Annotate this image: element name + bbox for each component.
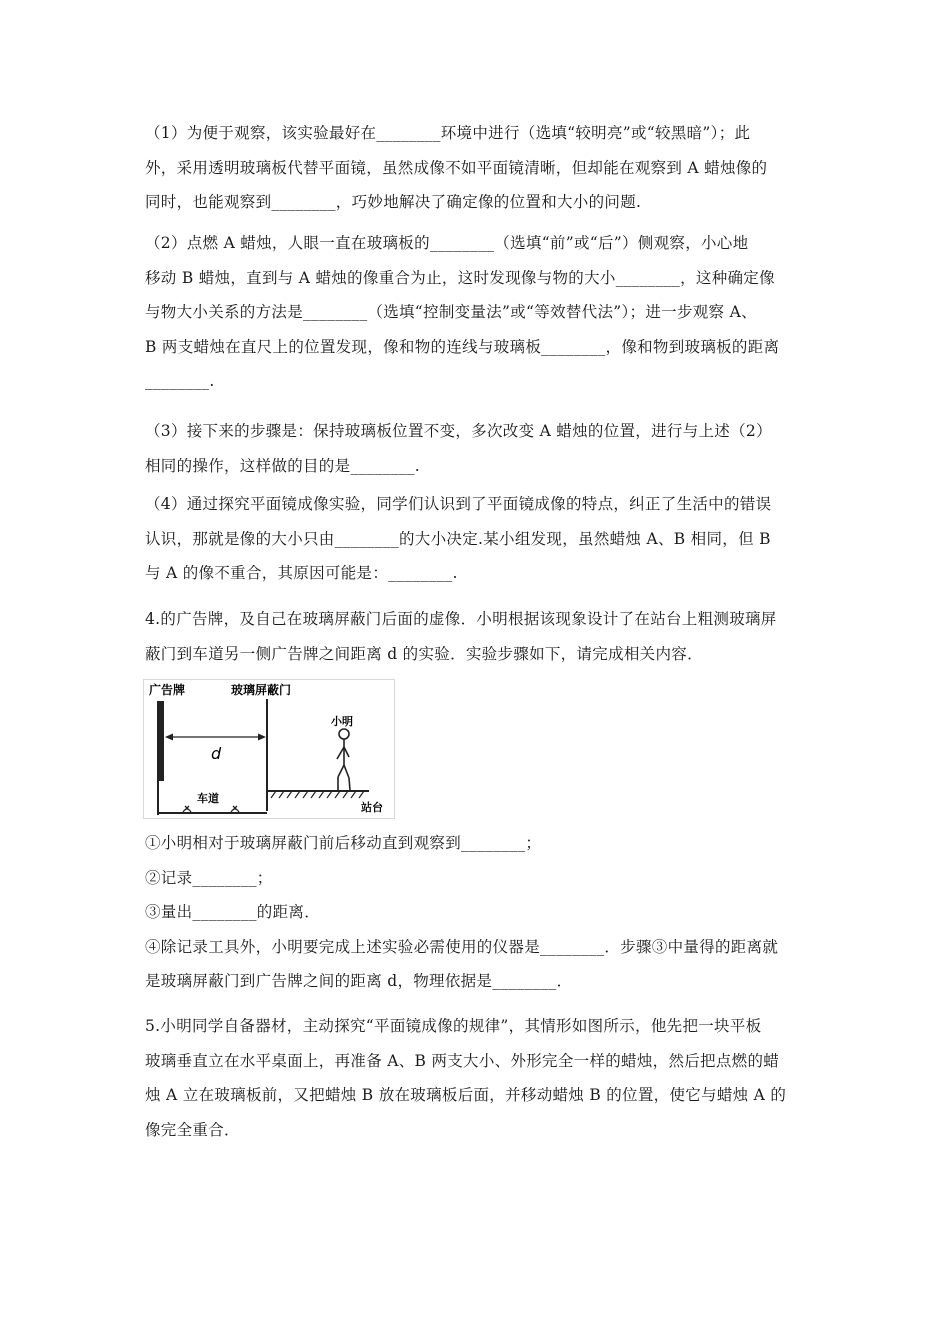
text-line: 是玻璃屏蔽门到广告牌之间的距离 d，物理依据是________． — [145, 972, 573, 990]
text-line: （3）接下来的步骤是：保持玻璃板位置不变，多次改变 A 蜡烛的位置，进行与上述（2） — [145, 422, 772, 440]
text-line: 5.小明同学自备器材，主动探究“平面镜成像的规律”，其情形如图所示，他先把一块平板 — [145, 1017, 762, 1035]
text-line: ③量出________的距离． — [145, 903, 321, 921]
question-3-part-1 — [145, 116, 815, 220]
text-line: 同时，也能观察到________，巧妙地解决了确定像的位置和大小的问题. — [145, 193, 642, 211]
text-line: 玻璃垂直立在水平桌面上，再准备 A、B 两支大小、外形完全一样的蜡烛，然后把点燃的蜡 — [145, 1051, 780, 1070]
text-line: （2）点燃 A 蜡烛，人眼一直在玻璃板的________（选填“前”或“后”）侧观察，小心地 — [145, 234, 749, 252]
station-diagram — [143, 679, 395, 819]
question-3-part-3 — [145, 414, 815, 483]
text-line: ________. — [145, 372, 215, 390]
text-line: 相同的操作，这样做的目的是________. — [145, 456, 421, 475]
text-line: 烛 A 立在玻璃板前，又把蜡烛 B 放在玻璃板后面，并移动蜡烛 B 的位置，使它与蜡烛 A 的 — [145, 1086, 787, 1104]
station-diagram-svg — [143, 679, 395, 819]
text-line: 像完全重合． — [145, 1120, 240, 1139]
text-line: B 两支蜡烛在直尺上的位置发现，像和物的连线与玻璃板________，像和物到玻璃板的距离 — [145, 337, 780, 356]
text-line: 与 A 的像不重合，其原因可能是：________. — [145, 564, 458, 582]
text-line: （4）通过探究平面镜成像实验，同学们认识到了平面镜成像的特点，纠正了生活中的错误 — [145, 495, 772, 513]
person-label: 小明 — [331, 715, 353, 728]
platform-label: 站台 — [361, 801, 383, 814]
billboard-label: 广告牌 — [149, 683, 186, 697]
question-4-steps — [145, 826, 815, 999]
text-line: （1）为便于观察，该实验最好在________环境中进行（选填“较明亮”或“较黑暗”）；此 — [145, 124, 751, 142]
question-5 — [145, 1009, 815, 1147]
text-line: 外，采用透明玻璃板代替平面镜，虽然成像不如平面镜清晰，但却能在观察到 A 蜡烛像的 — [145, 158, 768, 177]
text-line: 蔽门到车道另一侧广告牌之间距离 d 的实验．实验步骤如下，请完成相关内容． — [145, 644, 703, 663]
text-line: 认识，那就是像的大小只由________的大小决定.某小组发现，虽然蜡烛 A、B 相同，但 B — [145, 529, 771, 548]
question-3-part-4 — [145, 487, 815, 591]
distance-label: d — [211, 744, 222, 763]
text-line: ①小明相对于玻璃屏蔽门前后移动直到观察到________； — [145, 834, 542, 852]
text-line: 移动 B 蜡烛，直到与 A 蜡烛的像重合为止，这时发现像与物的大小________，这种确定像 — [145, 268, 775, 287]
question-3-part-2 — [145, 226, 815, 399]
track-label: 车道 — [197, 792, 219, 805]
text-line: ④除记录工具外，小明要完成上述实验必需使用的仪器是________．步骤③中量得的距离就 — [145, 937, 779, 956]
text-line: 与物大小关系的方法是________（选填“控制变量法”或“等效替代法”）；进一步观察 A、 — [145, 303, 757, 321]
text-line: 4.的广告牌，及自己在玻璃屏蔽门后面的虚像．小明根据该现象设计了在站台上粗测玻璃屏 — [145, 610, 777, 628]
glass-door-label: 玻璃屏蔽门 — [231, 683, 292, 697]
text-line: ②记录________； — [145, 868, 273, 887]
question-4-intro — [145, 602, 815, 671]
